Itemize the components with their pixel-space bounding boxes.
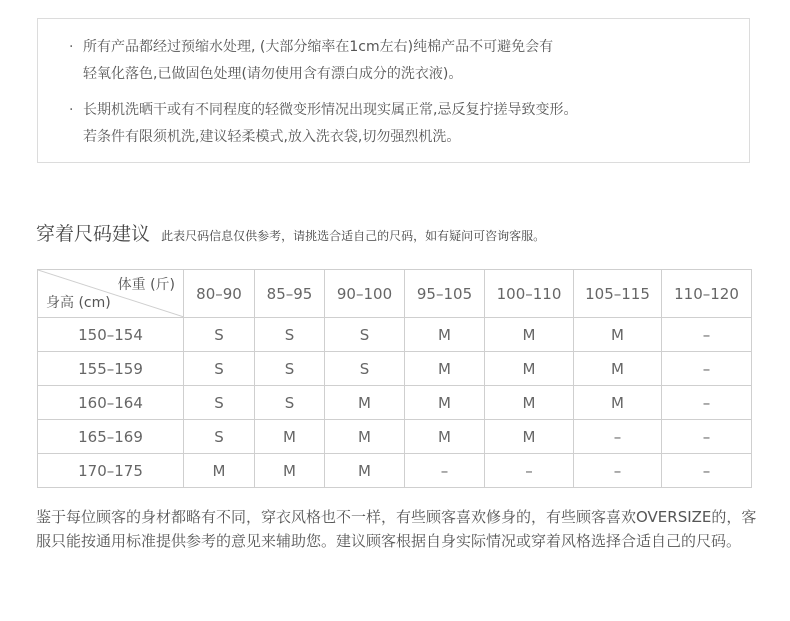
weight-range-header: 105–115 [574,270,662,318]
table-row [38,386,752,420]
table-row [38,420,752,454]
size-cell: – [662,454,752,488]
size-cell: – [662,352,752,386]
size-cell: – [662,386,752,420]
size-cell: M [405,352,485,386]
size-cell: M [485,318,574,352]
size-cell: M [405,420,485,454]
section-subtitle: 此表尺码信息仅供参考，请挑选合适自己的尺码，如有疑问可咨询客服。 [161,229,546,243]
size-cell: – [485,454,574,488]
weight-range-header: 95–105 [405,270,485,318]
size-cell: – [574,454,662,488]
bullet: · [69,102,74,118]
size-cell: S [255,386,325,420]
size-cell: M [325,386,405,420]
size-cell: – [662,318,752,352]
size-cell: M [485,352,574,386]
size-cell: M [485,420,574,454]
size-cell: M [485,386,574,420]
size-cell: M [405,386,485,420]
height-range-cell: 165–169 [38,420,184,454]
size-cell: S [184,318,255,352]
size-cell: M [405,318,485,352]
size-cell: – [574,420,662,454]
header-corner-cell [38,270,184,318]
height-range-cell: 170–175 [38,454,184,488]
weight-range-header: 110–120 [662,270,752,318]
care-note-line: 长期机洗晒干或有不同程度的轻微变形情况出现实属正常,忌反复拧搓导致变形。 [83,102,578,118]
table-row [38,318,752,352]
size-cell: S [255,318,325,352]
size-cell: M [255,454,325,488]
care-note [69,97,578,151]
size-cell: M [255,420,325,454]
care-instructions-box [37,18,750,163]
bullet: · [69,39,74,55]
size-cell: S [184,386,255,420]
size-cell: S [325,352,405,386]
weight-range-header: 80–90 [184,270,255,318]
size-cell: M [574,386,662,420]
height-range-cell: 155–159 [38,352,184,386]
weight-range-header: 85–95 [255,270,325,318]
care-note [69,34,554,88]
care-note-line: 若条件有限须机洗,建议轻柔模式,放入洗衣袋,切勿强烈机洗。 [83,129,461,145]
size-cell: S [255,352,325,386]
weight-label: 体重 (斤) [117,277,175,293]
size-cell: S [184,352,255,386]
section-title: 穿着尺码建议 [36,223,151,245]
size-cell: S [184,420,255,454]
height-label: 身高 (cm) [46,295,111,311]
size-disclaimer: 鉴于每位顾客的身材都略有不同，穿衣风格也不一样，有些顾客喜欢修身的，有些顾客喜欢OVERSIZE的，客服只能按通用标准提供参考的意见来辅助您。建议顾客根据自身实际情况或穿着风格选择合适自己的尺码。 [36,508,757,550]
table-row [38,352,752,386]
size-cell: M [325,454,405,488]
size-cell: S [325,318,405,352]
weight-range-header: 100–110 [485,270,574,318]
weight-range-header: 90–100 [325,270,405,318]
care-note-line: 轻氧化落色,已做固色处理(请勿使用含有漂白成分的洗衣液)。 [83,66,463,82]
height-range-cell: 160–164 [38,386,184,420]
size-cell: – [405,454,485,488]
size-cell: M [574,318,662,352]
size-section-header [36,219,545,246]
height-range-cell: 150–154 [38,318,184,352]
table-header-row [38,270,752,318]
size-cell: M [574,352,662,386]
size-cell: – [662,420,752,454]
size-cell: M [325,420,405,454]
table-row [38,454,752,488]
care-note-line: 所有产品都经过预缩水处理, (大部分缩率在1cm左右)纯棉产品不可避免会有 [83,39,554,55]
size-table [37,269,752,488]
size-cell: M [184,454,255,488]
